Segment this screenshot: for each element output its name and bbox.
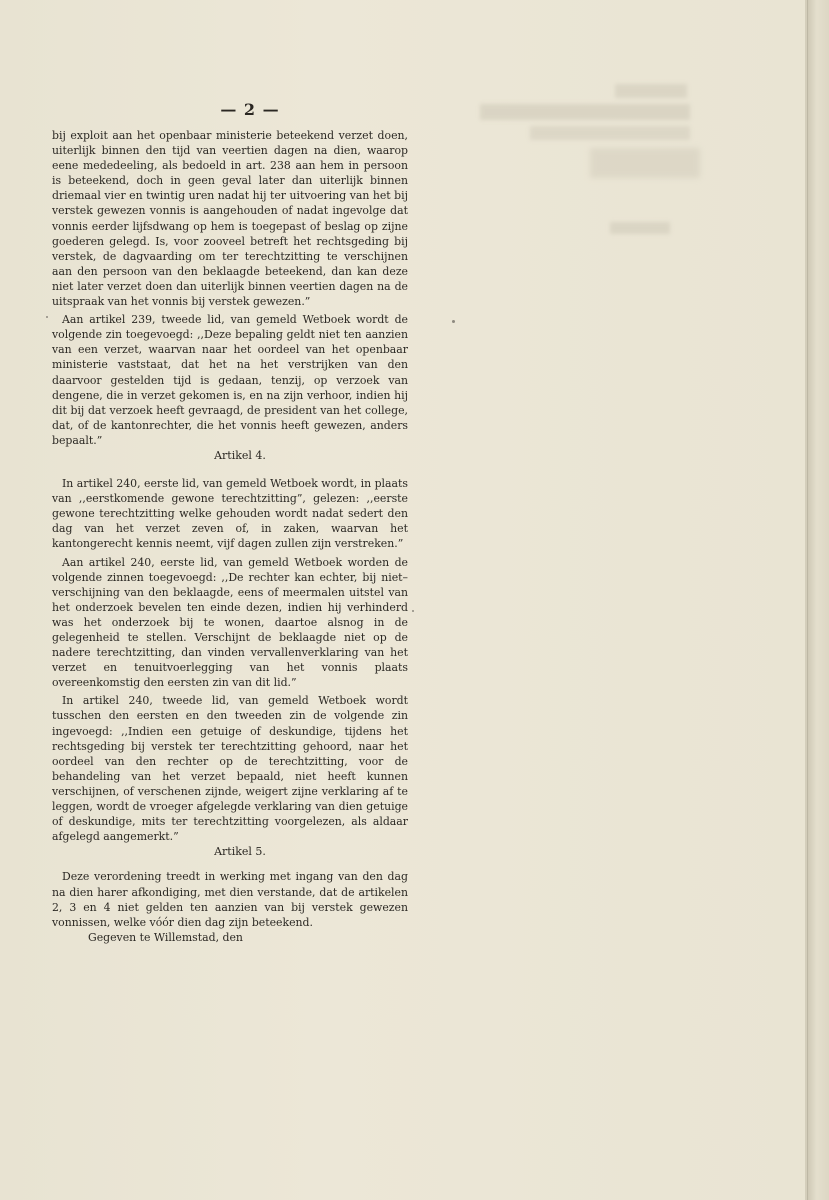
- page-number: — 2 —: [220, 100, 280, 119]
- paper-speck: [452, 320, 455, 323]
- article-4-heading: Artikel 4.: [214, 448, 266, 462]
- show-through-text: [470, 82, 700, 282]
- article-5-heading: Artikel 5.: [214, 845, 266, 859]
- paragraph-article3-continuation: bij exploit aan het openbaar ministerie beteekend verzet doen, uiterlijk binnen den tijd van veertien dagen na dien, waarop eene mededeeling, als bedoeld in art. 238 aan hem in persoon is beteekend, doch in geen geval later dan uiterlijk binnen driemaal vier en twintig uren nadat hij ter uitvoering van het bij verstek gewezen vonnis is aangehouden of nadat ingevolge dat vonnis eerder lijfsdwang op hem is toegepast of beslag op zijne goederen gelegd. Is, voor zooveel betreft het rechtsgeding bij verstek, de dagvaarding om ter terechtzitting te verschijnen aan den persoon van den beklaagde beteekend, dan kan deze niet later verzet doen dan uiterlijk binnen veertien dagen na de uitspraak van het vonnis bij verstek gewezen.”: [52, 129, 408, 309]
- paragraph-article240-addition: Aan artikel 240, eerste lid, van gemeld Wetboek worden de volgende zinnen toegevoegd: ,,De rechter kan echter, bij niet–verschijning van den beklaagde, eens of meermalen uitstel van het onderzoek bevelen ten einde dezen, indien hij verhinderd was het onderzoek bij te wonen, daartoe alsnog in de gelegenheid te stellen. Verschijnt de beklaagde niet op de nadere terechtzitting, dan vinden vervallenverklaring van het verzet en tenuitvoerlegging van het vonnis plaats overeenkomstig den eersten zin van dit lid.”: [52, 555, 408, 690]
- paragraph-article5: Deze verordening treedt in werking met ingang van den dag na dien harer afkondiging, met dien verstande, dat de artikelen 2, 3 en 4 niet gelden ten aanzien van bij verstek gewezen vonnissen, welke vóór dien dag zijn beteekend.: [52, 870, 408, 929]
- next-page-edge: [807, 0, 829, 1200]
- document-body: [52, 128, 408, 945]
- paper-speck: [412, 610, 414, 612]
- paragraph-article239: Aan artikel 239, tweede lid, van gemeld Wetboek wordt de volgende zin toegevoegd: ,,Deze bepaling geldt niet ten aanzien van een verzet, waarvan naar het oordeel van het openbaar ministerie vaststaat, dat het na het verstrijken van den daarvoor gestelden tijd is gedaan, tenzij, op verzoek van dengene, die in verzet gekomen is, en na zijn verhoor, indien hij dit bij dat verzoek heeft gevraagd, de president van het college, dat, of de kantonrechter, die het vonnis heeft gewezen, anders bepaalt.”: [52, 313, 408, 447]
- paper-speck: [46, 316, 48, 318]
- paragraph-article240-first: In artikel 240, eerste lid, van gemeld Wetboek wordt, in plaats van ,,eerstkomende gewone terechtzitting”, gelezen: ,,eerste gewone terechtzitting welke gehouden wordt nadat sedert den dag van het verzet zeven of, in zaken, waarvan het kantongerecht kennis neemt, vijf dagen zullen zijn verstreken.”: [52, 477, 408, 551]
- paragraph-article240-second-lid: In artikel 240, tweede lid, van gemeld Wetboek wordt tusschen den eersten en den tweeden zin de volgende zin ingevoegd: ,,Indien een getuige of deskundige, tijdens het rechtsgeding bij verstek ter terechtzitting gehoord, naar het oordeel van den rechter op de terechtzitting, voor de behandeling van het verzet bepaald, niet heeft kunnen verschijnen, of verschenen zijnde, weigert zijne verklaring af te leggen, wordt de vroeger afgelegde verklaring van dien getuige of deskundige, mits ter terechtzitting voorgelezen, als aldaar afgelegd aangemerkt.”: [52, 694, 408, 844]
- signature-line: Gegeven te Willemstad, den: [88, 930, 243, 944]
